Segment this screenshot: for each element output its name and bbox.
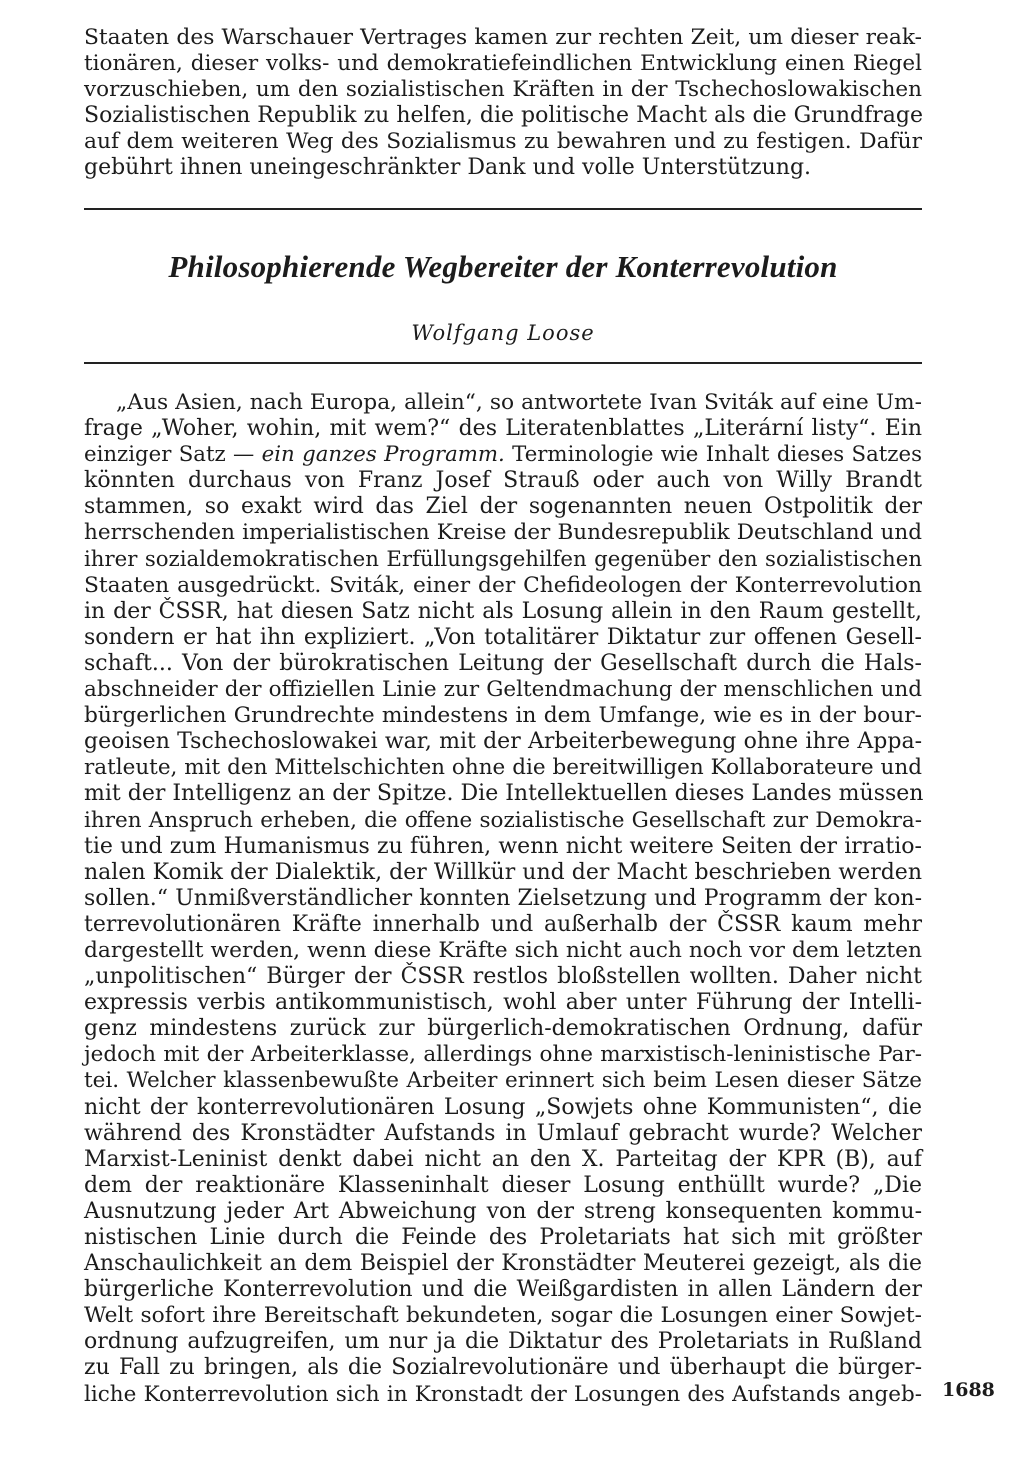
text-line: jedoch mit der Arbeiterklasse, allerdings ohne marxistisch-leninistische Par- [84, 1042, 922, 1068]
body-line: frage „Woher, wohin, mit wem?“ des Literatenblattes „Literární listy“. Ein [84, 416, 922, 442]
text-line: in der ČSSR, hat diesen Satz nicht als Losung allein in den Raum gestellt, [84, 598, 922, 624]
text-line: gebührt ihnen uneingeschränkter Dank und volle Unterstützung. [84, 155, 812, 181]
section-divider-bottom [84, 362, 922, 364]
text-line: stammen, so exakt wird das Ziel der sogenannten neuen Ostpolitik der [84, 494, 922, 520]
text-line: Staaten des Warschauer Vertrages kamen zur rechten Zeit, um dieser reak- [84, 25, 922, 50]
text-line: Ausnutzung jeder Art Abweichung von der streng konsequenten kommu- [84, 1198, 922, 1224]
text-line: Anschaulichkeit an dem Beispiel der Kronstädter Meuterei gezeigt, als die [84, 1251, 922, 1277]
article-title: Philosophierende Wegbereiter der Konterrevolution [168, 249, 838, 284]
text-line: tie und zum Humanismus zu führen, wenn nicht weitere Seiten der irratio- [84, 833, 922, 859]
text-line: herrschenden imperialistischen Kreise der Bundesrepublik Deutschland und [84, 520, 922, 546]
text-line: ordnung aufzugreifen, um nur ja die Diktatur des Proletariats in Rußland [84, 1329, 922, 1355]
body-text-segment: einziger Satz — [84, 442, 262, 468]
body-rest [84, 468, 922, 1407]
page-number: 1688 [942, 1379, 995, 1401]
text-line: auf dem weiteren Weg des Sozialismus zu bewahren und zu festigen. Dafür [84, 129, 922, 155]
text-line: dargestellt werden, wenn diese Kräfte sich nicht auch noch vor dem letzten [84, 937, 922, 963]
text-line: abschneider der offiziellen Linie zur Geltendmachung der menschlichen und [84, 677, 922, 703]
text-line: mit der Intelligenz an der Spitze. Die Intellektuellen dieses Landes müssen [84, 781, 924, 807]
text-line: genz mindestens zurück zur bürgerlich-demokratischen Ordnung, dafür [84, 1016, 922, 1042]
text-line: nistischen Linie durch die Feinde des Proletariats hat sich mit größter [84, 1225, 922, 1250]
text-line: terrevolutionären Kräfte innerhalb und außerhalb der ČSSR kaum mehr [84, 911, 922, 937]
text-line: sondern er hat ihn expliziert. „Von totalitärer Diktatur zur offenen Gesell- [84, 624, 922, 650]
text-line: dem der reaktionäre Klasseninhalt dieser Losung enthüllt wurde? „Die [84, 1172, 922, 1198]
text-line: sollen.“ Unmißverständlicher konnten Zielsetzung und Programm der kon- [84, 885, 922, 911]
text-line: zu Fall zu bringen, als die Sozialrevolutionäre und überhaupt die bürger- [84, 1355, 922, 1381]
text-line: ratleute, mit den Mittelschichten ohne die bereitwilligen Kollaborateure und [84, 755, 922, 781]
text-line: geoisen Tschechoslowakei war, mit der Arbeiterbewegung ohne ihre Appa- [84, 729, 922, 755]
text-line: nalen Komik der Dialektik, der Willkür und der Macht beschrieben werden [84, 859, 922, 885]
text-line: tionären, dieser volks- und demokratiefeindlichen Entwicklung einen Riegel [84, 51, 922, 77]
text-line: Marxist-Leninist denkt dabei nicht an den X. Parteitag der KPR (B), auf [84, 1146, 922, 1172]
text-line: bürgerliche Konterrevolution und die Weißgardisten in allen Ländern der [84, 1277, 922, 1303]
article-body [84, 390, 922, 1408]
text-line: vorzuschieben, um den sozialistischen Kräften in der Tschechoslowakischen [84, 77, 922, 103]
text-line: Welt sofort ihre Bereitschaft bekundeten, sogar die Losungen einer Sowjet- [84, 1303, 922, 1329]
text-line: bürgerlichen Grundrechte mindestens in dem Umfange, wie es in der bour- [84, 703, 922, 729]
text-line: Sozialistischen Republik zu helfen, die politische Macht als die Grundfrage [84, 103, 923, 129]
text-line: ihrer sozialdemokratischen Erfüllungsgehilfen gegenüber den sozialistischen [84, 546, 922, 572]
section-divider-top [84, 208, 922, 210]
text-line: liche Konterrevolution sich in Kronstadt der Losungen des Aufstands angeb- [84, 1381, 922, 1407]
text-line: expressis verbis antikommunistisch, wohl aber unter Führung der Intelli- [84, 990, 922, 1016]
text-line: könnten durchaus von Franz Josef Strauß oder auch von Willy Brandt [84, 468, 922, 494]
body-line: „Aus Asien, nach Europa, allein“, so antwortete Ivan Sviták auf eine Um- [116, 390, 922, 415]
text-line: „unpolitischen“ Bürger der ČSSR restlos bloßstellen wollten. Daher nicht [84, 964, 922, 990]
text-line: Staaten ausgedrückt. Sviták, einer der Chefideologen der Konterrevolution [84, 572, 922, 598]
emphasis-text: ein ganzes Programm. [261, 442, 505, 468]
intro-paragraph [84, 25, 922, 182]
text-line: schaft... Von der bürokratischen Leitung der Gesellschaft durch die Hals- [84, 650, 922, 676]
body-line [84, 442, 922, 468]
body-text-segment: Terminologie wie Inhalt dieses Satzes [504, 442, 922, 468]
text-line: während des Kronstädter Aufstands in Umlauf gebracht wurde? Welcher [84, 1120, 922, 1146]
text-line: tei. Welcher klassenbewußte Arbeiter erinnert sich beim Lesen dieser Sätze [84, 1068, 922, 1094]
article-author: Wolfgang Loose [411, 321, 595, 345]
text-line: nicht der konterrevolutionären Losung „Sowjets ohne Kommunisten“, die [84, 1094, 922, 1120]
text-line: ihren Anspruch erheben, die offene sozialistische Gesellschaft zur Demokra- [84, 807, 922, 833]
